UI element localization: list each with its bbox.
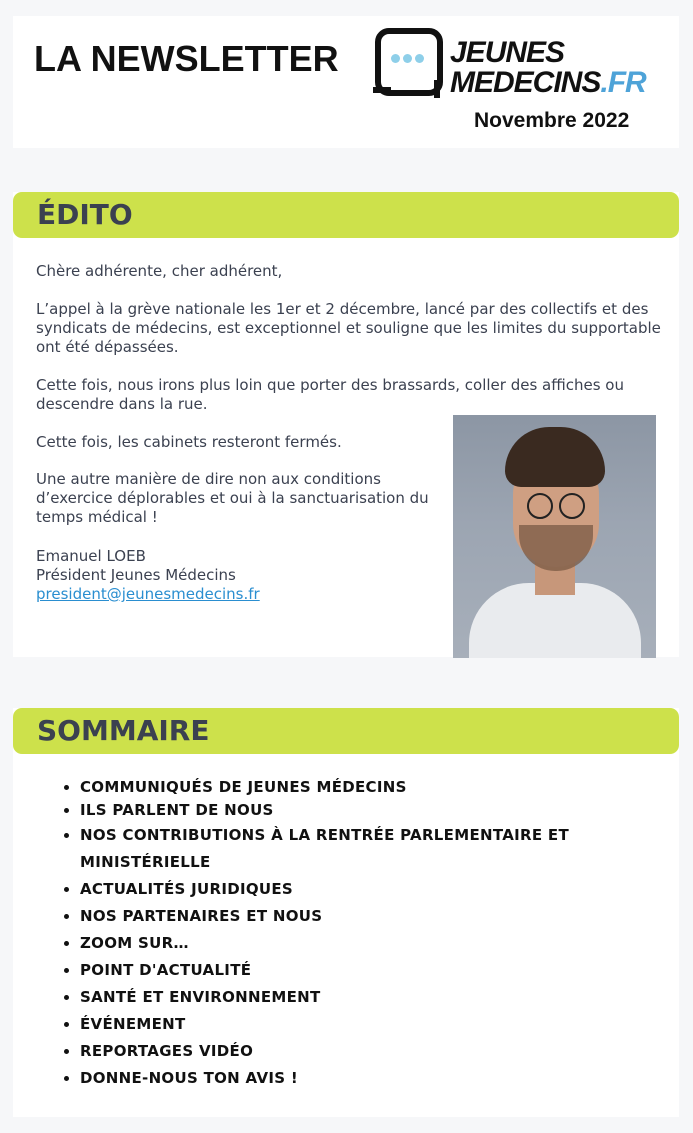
logo-line2 [450,68,646,98]
newsletter-title: LA NEWSLETTER [34,38,339,79]
sommaire-item[interactable]: • ZOOM SUR… [80,930,680,957]
sommaire-item[interactable]: • ILS PARLENT DE NOUS [80,799,680,822]
newsletter-header [13,16,679,148]
edito-paragraph-4: Une autre manière de dire non aux conditions d’exercice déplorables et oui à la sanctuarisation du temps médical ! [36,470,429,526]
signature-name: Emanuel LOEB [36,547,146,565]
sommaire-item[interactable]: • COMMUNIQUÉS DE JEUNES MÉDECINS [80,776,680,799]
logo-line2-main: MEDECINS [450,66,601,99]
sommaire-item[interactable]: • ACTUALITÉS JURIDIQUES [80,876,680,903]
sommaire-item[interactable]: • POINT D'ACTUALITÉ [80,957,680,984]
sommaire-heading-bar [13,708,679,754]
president-portrait [453,415,656,658]
edito-heading-bar [13,192,679,238]
sommaire-item[interactable]: • NOS CONTRIBUTIONS À LA RENTRÉE PARLEMENTAIRE ET MINISTÉRIELLE [80,822,680,876]
edito-heading: ÉDITO [37,198,133,231]
sommaire-heading: SOMMAIRE [37,714,210,747]
signature-email-link[interactable]: president@jeunesmedecins.fr [36,585,260,603]
edito-greeting: Chère adhérente, cher adhérent, [36,262,283,280]
edito-paragraph-1: L’appel à la grève nationale les 1er et 2 décembre, lancé par des collectifs et des syndicats de médecins, est exceptionnel et souligne que les limites du supportable ont été dépassées. [36,300,661,356]
speech-bubble-icon [375,28,443,96]
sommaire-list [58,776,680,1092]
newsletter-date: Novembre 2022 [474,109,630,132]
edito-paragraph-2: Cette fois, nous irons plus loin que porter des brassards, coller des affiches ou descendre dans la rue. [36,376,624,413]
sommaire-section [13,708,679,1117]
sommaire-item[interactable]: • SANTÉ ET ENVIRONNEMENT [80,984,680,1011]
sommaire-item[interactable]: • NOS PARTENAIRES ET NOUS [80,903,680,930]
sommaire-item[interactable]: • ÉVÉNEMENT [80,1011,680,1038]
sommaire-item[interactable]: • REPORTAGES VIDÉO [80,1038,680,1065]
edito-signature [36,547,436,604]
edito-section [13,192,679,657]
sommaire-item[interactable]: • DONNE-NOUS TON AVIS ! [80,1065,680,1092]
edito-paragraph-3: Cette fois, les cabinets resteront fermés. [36,433,342,451]
logo-line1: JEUNES [450,36,565,69]
logo-line2-suffix: .FR [600,66,646,99]
logo-wordmark [450,38,646,98]
signature-role: Président Jeunes Médecins [36,566,236,584]
